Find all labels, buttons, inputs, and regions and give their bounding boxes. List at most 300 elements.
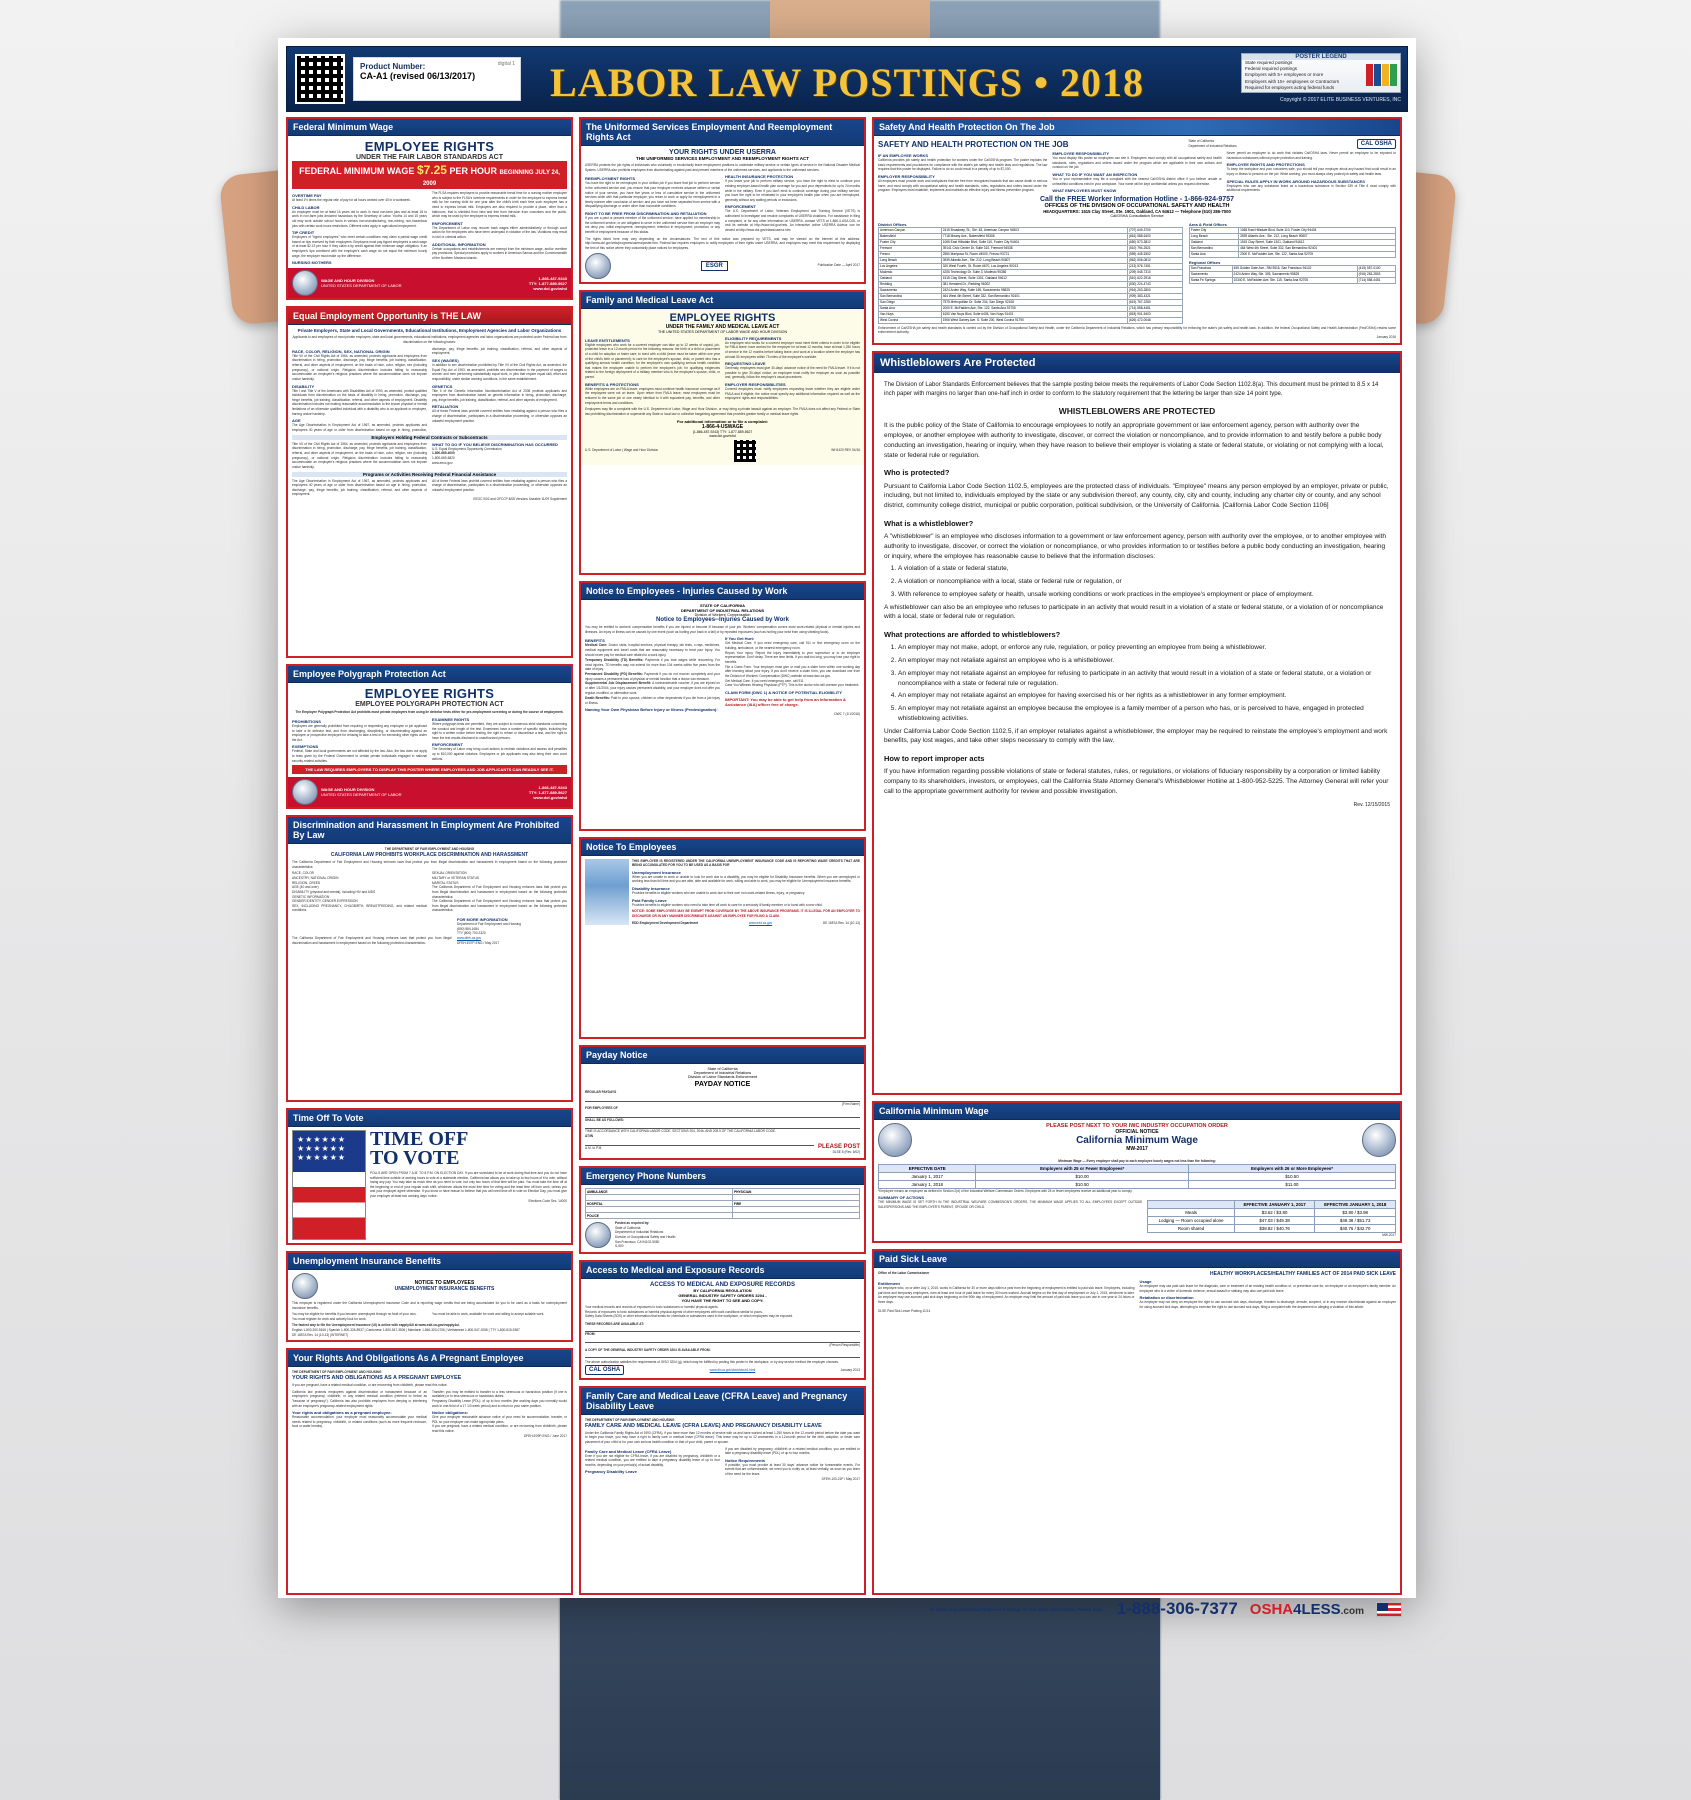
- dfeh-lead-2: The California Department of Fair Employment and Housing enforces laws that protect you from illegal discrimination and harassment in employment based on the following protected characteristics:: [432, 885, 567, 899]
- dist-8-phone: (510) 622-2916: [1127, 275, 1182, 281]
- eeo-b0-h: RACE, COLOR, RELIGION, SEX, NATIONAL ORIGIN: [292, 348, 390, 354]
- eeo-b2-t: The Age Discrimination in Employment Act of 1967, as amended, protects applicants and employees 40 years of age or older from discrimination based on age in hiring, promotion, discharge, pay, fringe benefits, job training, classification, referral, and other aspects of employment.: [292, 346, 567, 433]
- area-0-addr: 1065 East Hillsdale Blvd, Suite 110, Foster City 94404: [1239, 227, 1396, 233]
- eppa-s3-t: The Secretary of Labor may bring court actions to restrain violations and assess civil penalties up to $10,000 against violators. Employees or job applicants may also bring their own court actions.: [432, 747, 567, 761]
- cal-osha-badge: CAL OSHA: [1357, 139, 1396, 149]
- sh-consult: Cal/OSHA Consultation Service: [1110, 213, 1164, 218]
- flag-stars: ★★★★★★ ★★★★★★ ★★★★★★: [297, 1134, 347, 1162]
- psl-ret: An employer may not deny an employee the right to use accrued sick days, discharge, threaten to discharge, demote, suspend, or in any manner discriminate against an employee for using accrued sick days, attempting to exercise the right to use accrued sick days, filing a complaint with the department or alleging a violation of this article.: [1139, 1300, 1396, 1309]
- card-header: Unemployment Insurance Benefits: [288, 1253, 571, 1270]
- inj-help-title: IMPORTANT: You may be able to get help from an Information & Assistance (I&A) officer free of charge.: [725, 696, 846, 707]
- dfeh-basis-8: SEXUAL ORIENTATION: [432, 871, 467, 876]
- ui-title: NOTICE TO EMPLOYEES: [414, 1279, 475, 1286]
- district-offices-table: [878, 227, 1183, 324]
- area-1-name: Long Beach: [1189, 233, 1238, 239]
- wb-q4: How to report improper acts: [884, 754, 985, 764]
- poster-footer: [286, 1599, 1408, 1619]
- dist-13-addr: 2000 E. McFadden Ave, Ste. 122, Santa Ana 92705: [941, 305, 1127, 311]
- wb-q2: What is a whistleblower?: [884, 518, 974, 528]
- card-cfra-pdl: [579, 1386, 866, 1595]
- area-2-name: Oakland: [1189, 239, 1238, 245]
- pay-title: PAYDAY NOTICE: [694, 1080, 751, 1088]
- wb-a2-item-2: 3. With reference to employee safety or health, unsafe working conditions or work practices in the employee's employment or place of employment.: [898, 590, 1390, 600]
- dfeh-footer-web[interactable]: www.dfeh.ca.gov: [457, 936, 482, 941]
- ui-bullet-2: You must be able to work, available for work and willing to accept suitable work.: [432, 1312, 545, 1317]
- inj-b1-h: Temporary Disability (TD) Benefits:: [585, 657, 644, 662]
- fmw-subtitle: UNDER THE FAIR LABOR STANDARDS ACT: [356, 154, 503, 161]
- decorative-photo-strip: [585, 859, 629, 926]
- ui-subtitle: UNEMPLOYMENT INSURANCE BENEFITS: [394, 1285, 495, 1292]
- fmw-phone: 1-866-487-9243: [538, 275, 567, 281]
- psl-ent-h: Entitlement: [878, 1280, 900, 1286]
- userra-s2-h: HEALTH INSURANCE PROTECTION: [725, 174, 794, 180]
- payday-input-employer[interactable]: [585, 1111, 860, 1118]
- eppa-agency-2: UNITED STATES DEPARTMENT OF LABOR: [321, 792, 402, 798]
- reg-2-phone: (714) 558-4451: [1357, 277, 1395, 283]
- amer-f2-l: A COPY OF THE GENERAL INDUSTRY SAFETY ORDER 3204 IS AVAILABLE FROM:: [585, 1347, 711, 1352]
- cfra-s2-t: If possible, you must provide at least 30 days' advance notice for foreseeable events. For events that are unforeseeable, we need you to notify us, at least verbally, as soon as you learn of the need for the leave.: [725, 1462, 860, 1477]
- fmw-per: PER HOUR: [449, 166, 498, 176]
- eeo-whattodo: WHAT TO DO IF YOU BELIEVE DISCRIMINATION HAS OCCURRED: [432, 441, 558, 447]
- cmw-th-1: Employers with 25 or Fewer Employees*: [976, 1164, 1188, 1172]
- dist-10-addr: 2424 Arden Way, Suite 165, Sacramento 95825: [941, 287, 1127, 293]
- card-discrimination-harassment: [286, 815, 573, 1101]
- dist-6-name: Los Angeles: [879, 263, 942, 269]
- dfeh-basis-6: GENDER IDENTITY, GENDER EXPRESSION: [292, 899, 358, 904]
- dist-0-addr: 2415 Broadway, St., Ste. 48, American Canyon 94503: [941, 227, 1127, 233]
- fmw-redbar-label: FEDERAL MINIMUM WAGE: [299, 166, 415, 176]
- eppa-agency-bar: [288, 777, 571, 807]
- dfeh-basis-10: MARITAL STATUS: [432, 880, 459, 885]
- sh-s1-h: EMPLOYER RESPONSIBILITY: [878, 173, 935, 179]
- emg-col-4: POLICE: [586, 1213, 733, 1219]
- fmla-s1-t: While employees are on FMLA leave, employers must continue health insurance coverage as if the employees were not on leave. Upon return from FMLA leave, most employees must be restored to the same job or one nearly identical to it with equivalent pay, benefits, and other employment terms and conditions.: [585, 386, 720, 405]
- eppa-intro: The Employee Polygraph Protection Act prohibits most private employers from using lie detector tests either for pre-employment screening or during the course of employment.: [295, 710, 564, 715]
- california-seal-icon: [878, 1123, 912, 1157]
- legend-swatches: [1366, 64, 1397, 86]
- card-payday-notice: [579, 1045, 866, 1160]
- eeo-b1-t: Title I and Title V of the Americans with Disabilities Act of 1990, as amended, protect qualified individuals from discrimination on the basis of disability in hiring, promotion, discharge, pay, fringe benefits, job training, classification, referral, and other aspects of employment. Disability discrimination includes not making reasonable accommodation to the known physical or mental limitations of an otherwise qualified individual with a disability who is an applicant or employee, barring undue hardship.: [292, 388, 427, 416]
- pay-state: State of California: [707, 1066, 738, 1071]
- sh-s4-t: Never permit an employee to do work that violates Cal/OSHA laws. Never permit an employee to be exposed to hazardous substances without proper protection and training.: [1226, 151, 1396, 160]
- dist-7-addr: 4206 Technology Dr. Suite 3, Modesto 95356: [941, 269, 1127, 275]
- poster-legend: [1241, 53, 1401, 93]
- cmws-r1-c1: $47.03 / $49.38: [1234, 1217, 1315, 1225]
- cfra-s2-h: Notice Requirements: [725, 1457, 766, 1463]
- card-whistleblowers-protected: [872, 351, 1402, 1095]
- wb-a3-item-1: 2. An employer may not retaliate against an employee who is a whistleblower.: [898, 656, 1390, 666]
- fmw-sec0-h: OVERTIME PAY: [292, 193, 322, 198]
- fmw-sec5-t: Certain occupations and establishments are exempt from the minimum wage, and/or overtime pay provisions. Special provisions apply to workers in American Samoa and the Commonwealth of the Northern Mariana Islands.: [432, 246, 568, 261]
- ui-bullet-0: You may be eligible for benefits if you become unemployed through no fault of your own.: [292, 1312, 417, 1317]
- ui-bullet-1: You must register for work and actively look for work.: [292, 1316, 367, 1321]
- preg-s1-h: Your rights and obligations as a pregnant employee:: [292, 1410, 392, 1416]
- cmw-r0-c0: January 1, 2017: [879, 1172, 976, 1180]
- amer-b0: Your medical records and records of exposures to toxic substances or harmful physical agents.: [585, 1304, 719, 1309]
- wb-a2-item-1: 2. A violation or noncompliance with a local, state or federal rule or regulation, or: [898, 577, 1390, 587]
- inj-b0-t: Doctor visits, hospital services, physical therapy, lab tests, x-rays, medicines, medical equipment and travel costs that are reasonably necessary to treat your injury. You should never pay for medical care related to a work injury.: [585, 643, 720, 658]
- fmw-sec3-t: The FLSA requires employers to provide reasonable break time for a nursing mother employee who is subject to the FLSA's overtime requirements in order for the employee to express breast milk for her nursing child for one year after the child's birth each time such employee has a need to express breast milk. Employers are also required to provide a place, other than a bathroom, that is shielded from view and free from intrusion from coworkers and the public, which may be used by the employee to express breast milk.: [432, 191, 567, 219]
- footer-phone: 1-888-306-7377: [1116, 1599, 1238, 1618]
- iwc-seal-icon: [1362, 1123, 1396, 1157]
- cmw-r1-c0: January 1, 2018: [879, 1180, 976, 1188]
- fmla-pub: WH1420 REV 04/16: [831, 448, 860, 453]
- amer-f1-v: (Person Responsible): [829, 1343, 860, 1348]
- dist-13-phone: (714) 558-4451: [1127, 305, 1182, 311]
- preg-s1-t: Reasonable accommodation: your employer must reasonably accommodate your medical needs related to pregnancy, childbirth, or related conditions (such as more frequent restroom, food or water breaks).: [292, 1415, 427, 1429]
- dist-3-name: Fremont: [879, 245, 942, 251]
- wb-policy: It is the public policy of the State of California to encourage employees to notify an appropriate government or law enforcement agency, person with authority over the employee, or another employee with authority to investigate, discover, or correct the violation or noncompliance, and to provide information to and testify before a public body conducting an investigation, hearing or inquiry, when they have reason to believe their employer is violating a state or federal statute, or violating or not complying with a local, state or federal rule or regulation.: [884, 422, 1384, 459]
- edd-seal-icon: [292, 1273, 318, 1299]
- eeo-eeoc-phone: 1-800-669-4000: [432, 451, 455, 456]
- card-header: Payday Notice: [581, 1047, 864, 1064]
- card-safety-health-protection: [872, 117, 1402, 345]
- dist-2-name: Foster City: [879, 239, 942, 245]
- userra-s0-h: REEMPLOYMENT RIGHTS: [585, 176, 636, 182]
- inj-ifhurt-0: Get Medical Care. If you need emergency care, call 911 or find emergency room on the building, ambulance, or the nearest emergency room.: [725, 641, 860, 651]
- reg-0-name: San Francisco: [1189, 265, 1232, 271]
- labor-law-poster: [278, 38, 1416, 1618]
- cmws-r1-c2: $49.38 / $51.73: [1315, 1217, 1396, 1225]
- eeo-b3-t: In addition to sex discrimination prohibited by Title VII of the Civil Rights Act, as amended, the Equal Pay Act of 1963, as amended, prohibits sex discrimination in the payment of wages to women and men performing substantially equal work, in jobs that require equal skill, effort and responsibility, under similar working conditions, in the same establishment.: [432, 362, 567, 381]
- psl-usage-h: Usage: [1139, 1278, 1152, 1284]
- preg-lead-2: If you are pregnant, have a related medical condition, or are recovering from childbirth, please read this notice.: [432, 1424, 567, 1434]
- payday-input-schedule[interactable]: [585, 1122, 860, 1129]
- card-header: Notice To Employees: [581, 839, 864, 856]
- preg-s3-t: Pregnancy Disability Leave (PDL): of up to four months (the working days you normally would work in one-third of a 17 1/3 week period) and to return to your same position.: [432, 1398, 567, 1408]
- amer-f1-l: FROM:: [585, 1332, 596, 1337]
- userra-s1-h: RIGHT TO BE FREE FROM DISCRIMINATION AND RETALIATION: [585, 211, 707, 217]
- payday-input-location[interactable]: [585, 1139, 814, 1146]
- sh-rev: January 2016: [1376, 334, 1396, 339]
- emg-input-police[interactable]: [732, 1213, 859, 1219]
- cfra-dept: THE DEPARTMENT OF FAIR EMPLOYMENT AND HOUSING: [585, 1418, 675, 1422]
- dist-3-phone: (510) 794-2521: [1127, 245, 1182, 251]
- dist-1-addr: 7718 Meany Ave., Bakersfield 93308: [941, 233, 1127, 239]
- card-header: Federal Minimum Wage: [288, 119, 571, 136]
- pay-rev: DLSE 8 (Rev. 6/02): [832, 1150, 860, 1155]
- dist-15-addr: 1906 West Garvey Ave. S. Suite 200, West Covina 91790: [941, 317, 1127, 323]
- wb-a2-item-0: 1. A violation of a state or federal statute,: [898, 564, 1390, 574]
- inj-naming-title: Naming Your Own Physician Before Injury or Illness (Predesignation):: [585, 707, 718, 713]
- cmw-code: MW-2017: [1126, 1145, 1148, 1152]
- inj-b2-t: Payments if you do not recover completely and your injury causes a permanent loss of physical or mental function that a doctor can measure.: [585, 671, 721, 681]
- nte-notice: NOTICE: SOME EMPLOYEES MAY BE EXEMPT FROM COVERAGE BY THE ABOVE INSURANCE PROGRAMS. IT IS ILLEGAL FOR AN EMPLOYER TO DISCHARGE OR IN ANY MANNER DISCRIMINATE AGAINST AN EMPLOYEE FOR FILING A CLAIM.: [632, 909, 860, 919]
- reg-1-name: Sacramento: [1189, 271, 1232, 277]
- dfeh-footer-tty: TTY (800) 700-2320: [457, 931, 486, 936]
- table-row: [1148, 1209, 1396, 1217]
- userra-footer-note: The rights listed here may vary depending on the circumstances. The text of this notice was prepared by VETS, and may be viewed on the internet at this address: http://www.dol.gov/vets/programs/userra/poster.htm. Federal law requires employers to notify employees of their rights under USERRA, and employers may meet this requirement by displaying the text of this notice where they customarily place notices for employees.: [585, 236, 860, 250]
- fmw-sec4-h: ENFORCEMENT: [432, 220, 463, 226]
- cmws-th-0: [1148, 1201, 1234, 1209]
- dist-14-addr: 6150 Van Nuys Blvd, Suite #405, Van Nuys 91401: [941, 311, 1127, 317]
- eeo-eeoc-line1: U.S. Equal Employment Opportunity Commission: [432, 446, 502, 451]
- card-california-minimum-wage: [872, 1101, 1402, 1243]
- cmw-r0-c2: $10.50: [1188, 1172, 1395, 1180]
- fmw-agency-2: UNITED STATES DEPARTMENT OF LABOR: [321, 283, 402, 289]
- wb-a1: Pursuant to California Labor Code Section 1102.5, employees are the protected class of individuals. "Employee" means any person employed by an employer, private or public, including, but not limited to, individuals employed by the state or any subdivision thereof, any county, city, city and county, including any charter city or county, and any school district, community college district, municipal or public corporation, political subdivision, or the University of California. [California Labor Code Section 1106]: [884, 482, 1389, 510]
- eppa-s1-t: Federal, State and local governments are not affected by the law. Also, the law does not apply to tests given by the Federal Government to certain private individuals engaged in national security-related activities.: [292, 749, 427, 763]
- eeo-b0-t: Title VII of the Civil Rights Act of 1964, as amended, protects applicants and employees from discrimination in hiring, promotion, discharge, pay, fringe benefits, job training, classification, referral, and other aspects of employment, on the basis of race, color, religion, sex (including pregnancy), or national origin. Religious discrimination includes failing to reasonably accommodate an employee's religious practices where the accommodation does not impose undue hardship.: [292, 353, 427, 381]
- dfeh-lead-4: The California Department of Fair Employment and Housing enforces laws that protect you from illegal discrimination and harassment in employment based on the following protected characteristics:: [292, 936, 452, 945]
- preg-s4-t: Give your employer reasonable advance notice of your need for accommodation, transfer, or PDL so your employer can make appropriate plans.: [432, 1415, 567, 1424]
- wb-a3-item-3: 4. An employer may not retaliate against an employee for having exercised his or her rights as a whistleblower in any former employment.: [898, 691, 1390, 701]
- eppa-subtitle: EMPLOYEE POLYGRAPH PROTECTION ACT: [355, 701, 504, 709]
- inj-ifhurt-title: If You Get Hurt:: [725, 636, 755, 642]
- usa-flag-icon: [1376, 1602, 1402, 1617]
- pay-f3-l: TIME IS ACCORDANCE WITH CALIFORNIA LABOR CODE, SECTIONS 204, 204b, AND 205.5 OF THE CALIFORNIA LABOR CODE.: [585, 1129, 776, 1134]
- area-1-addr: 3939 Atlantic Ave., Ste. 212, Long Beach 90807: [1239, 233, 1396, 239]
- area-field-offices-table: [1189, 227, 1396, 258]
- fmw-sec2-h: TIP CREDIT: [292, 230, 315, 236]
- inj-b1-t: Payments if you lose wages while recovering. For most injuries, TD benefits may not extend for more than 104 weeks within five years from the date of injury.: [585, 657, 720, 672]
- product-corner-label: digital 1: [497, 61, 515, 67]
- inj-ifhurt-4: Case You Witness Hearing Physician (PTP). This is the doctor who will oversee your treatment.: [725, 683, 860, 688]
- amer-web[interactable]: www.dir.ca.gov/dosh/dosh1.html: [709, 1367, 756, 1372]
- dist-9-addr: 381 Hemsted Dr., Redding 96002: [941, 281, 1127, 287]
- inj-state: STATE OF CALIFORNIA: [700, 603, 745, 609]
- dfeh-rev: DFEH-E07P-ENG / May 2017: [457, 940, 500, 945]
- inj-b4-t: Paid to your spouse, children or other dependents if you die from a job injury or illness.: [585, 695, 720, 705]
- inj-benefits-title: BENEFITS: [585, 638, 605, 644]
- fmla-agency-footer: U.S. Department of Labor | Wage and Hour Division: [585, 448, 659, 453]
- cfra-title: FAMILY CARE AND MEDICAL LEAVE (CFRA LEAVE) AND PREGNANCY DISABILITY LEAVE: [585, 1422, 822, 1429]
- table-row: [1148, 1217, 1396, 1225]
- eeo-subhead2: Employers Holding Federal Contracts or Subcontracts: [292, 435, 567, 440]
- nte-web[interactable]: www.edd.ca.gov: [748, 920, 773, 925]
- eppa-agency-1: WAGE AND HOUR DIVISION: [321, 787, 375, 793]
- sh-s3-t: You or your representative may file a complaint with the nearest Cal/OSHA district office if you believe unsafe or unhealthful conditions exist in your workplace. Your name will be kept confidential unless you request otherwise.: [1052, 176, 1222, 186]
- userra-s3-h: ENFORCEMENT: [725, 204, 756, 210]
- eeo-b5-t2: All of these Federal laws prohibit covered entities from retaliating against a person who files a charge of discrimination, participates in a discrimination proceeding, or otherwise opposes an unlawful employment practice.: [432, 478, 567, 492]
- fmw-sec0-t: At least 1½ times the regular rate of pay for all hours worked over 40 in a workweek.: [292, 198, 411, 202]
- dfeh-basis-2: RELIGION, CREED: [292, 880, 321, 885]
- eeo-b4-t: Title II of the Genetic Information Nondiscrimination Act of 2008 protects applicants and employees from discrimination based on genetic information in hiring, promotion, discharge, pay, fringe benefits, job training, classification, referral, and other aspects of employment.: [432, 388, 567, 402]
- copyright-text: Copyright © 2017 ELITE BUSINESS VENTURES, INC: [1280, 97, 1401, 103]
- sh-s5-t: To keep the workplace and your coworkers safe, you should tell your employer about any hazard that could result in an injury or illness to persons on the job. While working, you must always obey posted job safety and health laws.: [1226, 167, 1396, 176]
- sh-s6-t: Employers who use any substance listed as a hazardous substance in Section 339 of Title 8 must comply with additional requirements.: [1226, 183, 1396, 193]
- eeo-sub1: Private Employers, State and Local Governments, Educational Institutions, Employment Agencies and Labor Organizations: [297, 328, 562, 334]
- fmla-s1-h: BENEFITS & PROTECTIONS: [585, 381, 639, 387]
- card-federal-minimum-wage: [286, 117, 573, 300]
- cmw-summary: THE MINIMUM WAGE IS SET FORTH IN THE INDUSTRIAL WELFARE COMMISSION'S ORDERS. THE MINIMUM WAGE APPLIES TO ALL EMPLOYEES EXCEPT OUTSIDE SALESPERSONS AND THE EMPLOYER'S PARENT, SPOUSE OR CHILD.: [878, 1200, 1143, 1209]
- legend-item-0: State required postings: [1245, 60, 1293, 65]
- product-number-label: Product Number:: [360, 62, 426, 71]
- dfeh-footer-dept: Department of Fair Employment and Housing: [457, 922, 521, 927]
- psl-rev: DLSE Paid Sick Leave Posting 11/14: [878, 1309, 931, 1314]
- sh-s5-h: EMPLOYEE RIGHTS AND PROTECTIONS: [1226, 162, 1305, 168]
- timeoff-rev: Elections Code Sec. 14000: [528, 1198, 567, 1203]
- dist-6-phone: (213) 576-7451: [1127, 263, 1182, 269]
- footer-brand-4less: 4LESS: [1293, 1600, 1341, 1618]
- eeo-eeoc-tty: 1-800-669-6820: [432, 455, 455, 460]
- legend-title: POSTER LEGEND: [1242, 54, 1400, 60]
- sh-hq: HEADQUARTERS: 1515 Clay Street, Ste. 1901, Oakland, CA 94612 — Telephone (510) 286-7000: [1043, 208, 1231, 214]
- fmla-s4-t: Covered employers must: notify employees requesting leave whether they are eligible under FMLA and if eligible, the notice must specify any additional information required as well as the employees' rights and responsibilities.: [725, 387, 860, 401]
- dfeh-basis-3: AGE (40 and over): [292, 885, 319, 890]
- pay-div: Division of Labor Standards Enforcement: [687, 1074, 758, 1079]
- eeo-subhead3: Programs or Activities Receiving Federal Financial Assistance: [292, 472, 567, 477]
- emg-div: Division of Occupational Safety and Health: [615, 1234, 676, 1239]
- fmla-s0-t: Eligible employees who work for a covered employer can take up to 12 weeks of unpaid, job-protected leave in a 12-month period for the following reasons: the birth of a child or placement of a child for adoption or foster care; to bond with a child (leave must be taken within one year of the child's birth or placement); to care for the employee's spouse, child, or parent who has a qualifying serious health condition; for the employee's own qualifying serious health condition that makes the employee unable to perform the employee's job; for qualifying exigencies related to the foreign deployment of a military member who is the employee's spouse, child, or parent.: [585, 342, 720, 380]
- sh-s0-t: California provides job safety and health protection for workers under the Cal/OSHA program. The poster explains the basic requirements and procedures for compliance with the state's job safety and health laws and regulations. The law requires that this poster be displayed. Failure to do so could result in a penalty of up to $7,000.: [878, 158, 1048, 172]
- wb-rev: Rev. 12/15/2015: [1353, 801, 1390, 808]
- eeo-b0-t2: Title VII of the Civil Rights Act of 1964, as amended, protects applicants and employees from discrimination in hiring, promotion, discharge, pay, fringe benefits, job training, classification, referral, and other aspects of employment, on the basis of race, color, religion, sex (including pregnancy), or national origin. Religious discrimination includes failing to reasonably accommodate an employee's religious practices where the accommodation does not impose undue hardship.: [292, 441, 427, 469]
- preg-s2-t: Transfer: you may be entitled to transfer to a less strenuous or hazardous position (if one is available) or to less strenuous or hazardous duties.: [432, 1389, 567, 1399]
- card-emergency-phone-numbers: [579, 1166, 866, 1254]
- card-equal-employment-opportunity: [286, 306, 573, 658]
- sh-s3-h: WHAT TO DO IF YOU WANT AN INSPECTION: [1052, 171, 1138, 177]
- cmws-r2-c0: Room shared: [1148, 1225, 1234, 1233]
- eeo-b1-h: DISABILITY: [292, 383, 315, 389]
- inj-title: Notice to Employees--Injuries Caused by Work: [656, 617, 789, 624]
- cmw-rev: MW-2017: [1382, 1233, 1396, 1238]
- payday-input-regular[interactable]: [585, 1095, 860, 1102]
- eeo-b2-h: AGE: [292, 418, 301, 424]
- dosh-seal-icon: [585, 1222, 611, 1248]
- dist-7-phone: (209) 545-7310: [1127, 269, 1182, 275]
- dfeh-dept: THE DEPARTMENT OF FAIR EMPLOYMENT AND HOUSING: [384, 847, 475, 852]
- card-unemployment-insurance-benefits: [286, 1251, 573, 1342]
- card-header: Safety And Health Protection On The Job: [874, 119, 1400, 136]
- sh-dept: Department of Industrial Relations: [1188, 144, 1237, 148]
- psl-ret-h: Retaliation or discrimination: [1139, 1295, 1194, 1301]
- pay-f0-v: (Firm Name): [842, 1101, 860, 1106]
- fmw-beginning: BEGINNING JULY 24, 2009: [422, 170, 560, 187]
- userra-s3-t: The U.S. Department of Labor, Veterans Employment and Training Service (VETS) is authorized to investigate and resolve complaints of USERRA violations. For assistance in filing a complaint, or for any other information on USERRA, contact VETS at 1-866-4-USA-DOL or visit its website at http://www.dol.gov/vets. An interactive online USERRA Advisor can be viewed at http://www.dol.gov/elaws/userra.htm.: [725, 209, 860, 233]
- dist-15-phone: (626) 472-0046: [1127, 317, 1182, 323]
- nte-p1-t: Provides benefits to eligible workers who are unable to work due to their own non-work-related illness, injury, or pregnancy.: [632, 891, 805, 896]
- emg-col-2: HOSPITAL: [586, 1201, 733, 1207]
- fmw-web: www.dol.gov/whd: [533, 285, 567, 291]
- pay-f1-l: FOR EMPLOYEES OF: [585, 1106, 618, 1111]
- pay-f2-l: SHALL BE AS FOLLOWS:: [585, 1117, 624, 1122]
- amer-f0-l: THESE RECORDS ARE AVAILABLE AT:: [585, 1321, 644, 1326]
- fmla-agency: THE UNITED STATES DEPARTMENT OF LABOR WAGE AND HOUR DIVISION: [657, 329, 788, 334]
- cmws-r2-c2: $40.76 / $42.70: [1315, 1225, 1396, 1233]
- footer-brand-com: .com: [1340, 1605, 1364, 1617]
- sh-s2-h: EMPLOYEE RESPONSIBILITY: [1052, 151, 1110, 156]
- cmws-r1-c0: Lodging — Room occupied alone: [1148, 1217, 1234, 1225]
- fmla-contact-title: For additional information or to file a complaint:: [676, 418, 769, 424]
- fmw-agency-bar: [288, 268, 571, 298]
- cmw-r1-c1: $10.50: [976, 1180, 1188, 1188]
- eppa-tty: TTY: 1-877-889-5627: [528, 789, 567, 795]
- table-row: [1148, 1225, 1396, 1233]
- inj-forms-title: CLAIM FORM (DWC 1) & NOTICE OF POTENTIAL ELIGIBILITY: [725, 689, 843, 695]
- inj-b4-h: Death Benefits:: [585, 695, 610, 700]
- wb-a3-item-4: 5. An employer may not retaliate against an employee because the employee is a family member of a person who has, or is perceived to have, engaged in protected whistleblowing activities.: [898, 704, 1390, 724]
- nte-p0-t: When you are unable to work or unable to look for work due to a disability, you may be eligible for Disability Insurance benefits. When you are unemployed or working less than full time and you are able, able and available for work, willing and able to work, you may be eligible for Unemployment Insurance benefits.: [632, 874, 860, 884]
- fmw-title: EMPLOYEE RIGHTS: [364, 139, 495, 154]
- fmla-enforcement: Employees may file a complaint with the U.S. Department of Labor, Wage and Hour Division, or may bring a private lawsuit against an employer. The FMLA does not affect any Federal or State law prohibiting discrimination or supersede any State or local law or collective bargaining agreement that provides greater family or medical leave rights.: [585, 407, 860, 416]
- dfeh-lead-3: The California Department of Fair Employment and Housing enforces laws that protect you from illegal discrimination and harassment in employment based on the following protected characteristics:: [432, 899, 567, 913]
- eeo-b3-h: SEX (WAGES): [432, 357, 459, 363]
- dist-5-phone: (562) 506-0810: [1127, 257, 1182, 263]
- preg-s4-h: Notice obligations:: [432, 1410, 468, 1416]
- dfeh-basis-1: ANCESTRY, NATIONAL ORIGIN: [292, 875, 339, 880]
- wb-title: WHISTLEBLOWERS ARE PROTECTED: [1058, 405, 1216, 416]
- fmw-sec4-t: The Department of Labor may recover back wages either administratively or through court action for the employees who have been underpaid in violation of the law. Violations may result in civil or criminal action.: [432, 225, 567, 240]
- fmla-s2-t: An employee who works for a covered employer must meet three criteria in order to be eligible for FMLA leave: have worked for the employer for at least 12 months; have at least 1,250 hours of service in the 12 months before taking leave; and work at a location where the employer has at least 50 employees within 75 miles of the employee's worksite.: [725, 340, 860, 359]
- footer-brand-osha: OSHA: [1249, 1600, 1294, 1618]
- card-fmla: [579, 290, 866, 576]
- fmla-title: EMPLOYEE RIGHTS: [669, 311, 776, 324]
- legend-item-1: Federal required postings: [1245, 66, 1298, 72]
- amer-input-copy-from[interactable]: [585, 1352, 860, 1358]
- inj-b0-h: Medical Care:: [585, 643, 608, 648]
- poster-title: LABOR LAW POSTINGS • 2018: [550, 60, 1144, 105]
- psl-ent: An employee who, on or after July 1, 2015, works in California for 30 or more days within a year from the beginning of employment is entitled to paid sick leave. Employees, including part-time and temporary employees, earn at least one hour of paid leave for every 30 hours worked. Accrual begins on the first day of employment or July 1, 2015, whichever is later. An employee may use accrued paid sick days beginning on the 90th day of employment. An employer may limit the amount of paid sick leave you can use in one year to 24 hours or three days.: [878, 1285, 1135, 1304]
- fmw-agency-1: WAGE AND HOUR DIVISION: [321, 278, 375, 284]
- sh-offices-title: OFFICES OF THE DIVISION OF OCCUPATIONAL SAFETY AND HEALTH: [1044, 202, 1230, 209]
- dist-7-name: Modesto: [879, 269, 942, 275]
- cmw-sub: Minimum Wage — Every employer shall pay to each employee hourly wages not less than the following:: [1058, 1158, 1216, 1163]
- dist-5-name: Long Beach: [879, 257, 942, 263]
- preg-s0-t: California law protects employees against discrimination or harassment because of an employee's pregnancy, childbirth, or any related medical condition (referred to below as "because of pregnancy"). California law also prohibits employers from denying or interfering with an employee's pregnancy-related employment rights.: [292, 1389, 427, 1408]
- dist-10-name: Sacramento: [879, 287, 942, 293]
- cmw-r0-c1: $10.00: [976, 1172, 1188, 1180]
- card-header: Family and Medical Leave Act: [581, 292, 864, 309]
- cmw-summary-title: SUMMARY OF ACTIONS: [878, 1195, 925, 1201]
- dist-9-name: Redding: [879, 281, 942, 287]
- dist-0-name: American Canyon: [879, 227, 942, 233]
- emg-rev: S-500: [615, 1244, 624, 1249]
- footer-brand[interactable]: [1250, 1601, 1364, 1618]
- eppa-s0-h: PROHIBITIONS: [292, 718, 321, 724]
- ui-offices: English 1-800-300-5616 | Spanish 1-800-326-8937 | Cantonese 1-800-547-3506 | Mandarin 1-866-303-0706 | Vietnamese 1-800-547-2058 | TTY 1-800-815-9387: [292, 1328, 520, 1333]
- card-userra: [579, 117, 866, 284]
- card-access-medical-exposure-records: [579, 1260, 866, 1380]
- sh-regional-title: Regional Offices: [1188, 259, 1221, 265]
- eppa-web: www.dol.gov/whd: [533, 794, 567, 800]
- poster-column-2: [579, 117, 866, 1595]
- cmw-post-note: PLEASE POST NEXT TO YOUR IWC INDUSTRY OCCUPATION ORDER: [1046, 1122, 1228, 1129]
- qr-code-icon: [734, 440, 756, 462]
- fmla-s3-h: REQUESTING LEAVE: [725, 361, 766, 367]
- wb-a3-item-2: 3. An employer may not retaliate against an employee for refusing to participate in an activity that would result in a violation of a state or federal statute, or a violation or noncompliance with a state or federal rule or regulation.: [898, 669, 1390, 689]
- inj-ifhurt-1: Report Your Injury. Report the injury immediately to your supervisor or to an employer representative. Don't delay. There are time limits. If you wait too long, you may lose your right to benefits.: [725, 650, 860, 665]
- cmws-r0-c1: $3.62 / $3.80: [1234, 1209, 1315, 1217]
- poster-column-1: [286, 117, 573, 1595]
- emergency-table: [585, 1188, 860, 1219]
- reg-2-name: Santa Fe Springs: [1189, 277, 1232, 283]
- dist-11-name: San Bernardino: [879, 293, 942, 299]
- eppa-title: EMPLOYEE RIGHTS: [364, 686, 495, 702]
- fmw-sec2-t: Employers of "tipped employees" who meet certain conditions may claim a partial wage credit based on tips received by their employees. Employers must pay tipped employees a cash wage of at least $2.13 per hour if they claim a tip credit against their minimum wage obligation. If an employee's tips combined with the employer's cash wage do not equal the minimum hourly wage, the employer must make up the difference.: [292, 235, 427, 258]
- fmla-s2-h: ELIGIBILITY REQUIREMENTS: [725, 335, 782, 341]
- sh-s1-t: All employers must provide work and workplaces that are free from recognized hazards that can cause death or serious harm, and must comply with occupational safety and health standards, rules, regulations and orders issued under the program. Employers must establish, implement and maintain an effective injury and illness prevention program.: [878, 178, 1048, 193]
- timeoff-title-2: TO VOTE: [370, 1146, 460, 1169]
- dfeh-basis-7: SEX, INCLUDING PREGNANCY, CHILDBIRTH, BREASTFEEDING, and related medical conditions: [292, 903, 427, 913]
- legend-item-2: Employers with 5+ employees or more: [1245, 72, 1324, 78]
- card-pregnant-employee-rights: [286, 1348, 573, 1595]
- preg-title: YOUR RIGHTS AND OBLIGATIONS AS A PREGNANT EMPLOYEE: [292, 1375, 462, 1381]
- sh-enforcement-note: Enforcement of Cal/OSHA job safety and health standards is carried out by the Division of Occupational Safety and Health, under the California Department of Industrial Relations, which has primary responsibility for enforcing the state's job safety and health laws. In addition, the federal Occupational Safety and Health Administration (Fed/OSHA) retains some enforcement authority.: [878, 325, 1396, 335]
- pay-f4-l: AT/IN: [585, 1134, 594, 1139]
- area-4-name: Santa Ana: [1189, 251, 1238, 257]
- dist-2-addr: 1065 East Hillsdale Blvd, Suite 110, Foster City 94404: [941, 239, 1127, 245]
- dist-12-name: San Diego: [879, 299, 942, 305]
- dist-5-addr: 3939 Atlantic Ave., Ste. 212, Long Beach 90807: [941, 257, 1127, 263]
- sh-state: State of California: [1188, 139, 1214, 144]
- userra-subtitle: THE UNIFORMED SERVICES EMPLOYMENT AND REEMPLOYMENT RIGHTS ACT: [635, 156, 810, 161]
- sh-area-title: Area & Field Offices: [1188, 221, 1227, 227]
- cmw-sub-table: [1147, 1200, 1396, 1233]
- amer-sub3: YOU HAVE THE RIGHT TO SEE AND COPY:: [681, 1297, 764, 1303]
- card-header: Employee Polygraph Protection Act: [288, 666, 571, 683]
- amer-sub1: BY CALIFORNIA REGULATION: [693, 1287, 752, 1293]
